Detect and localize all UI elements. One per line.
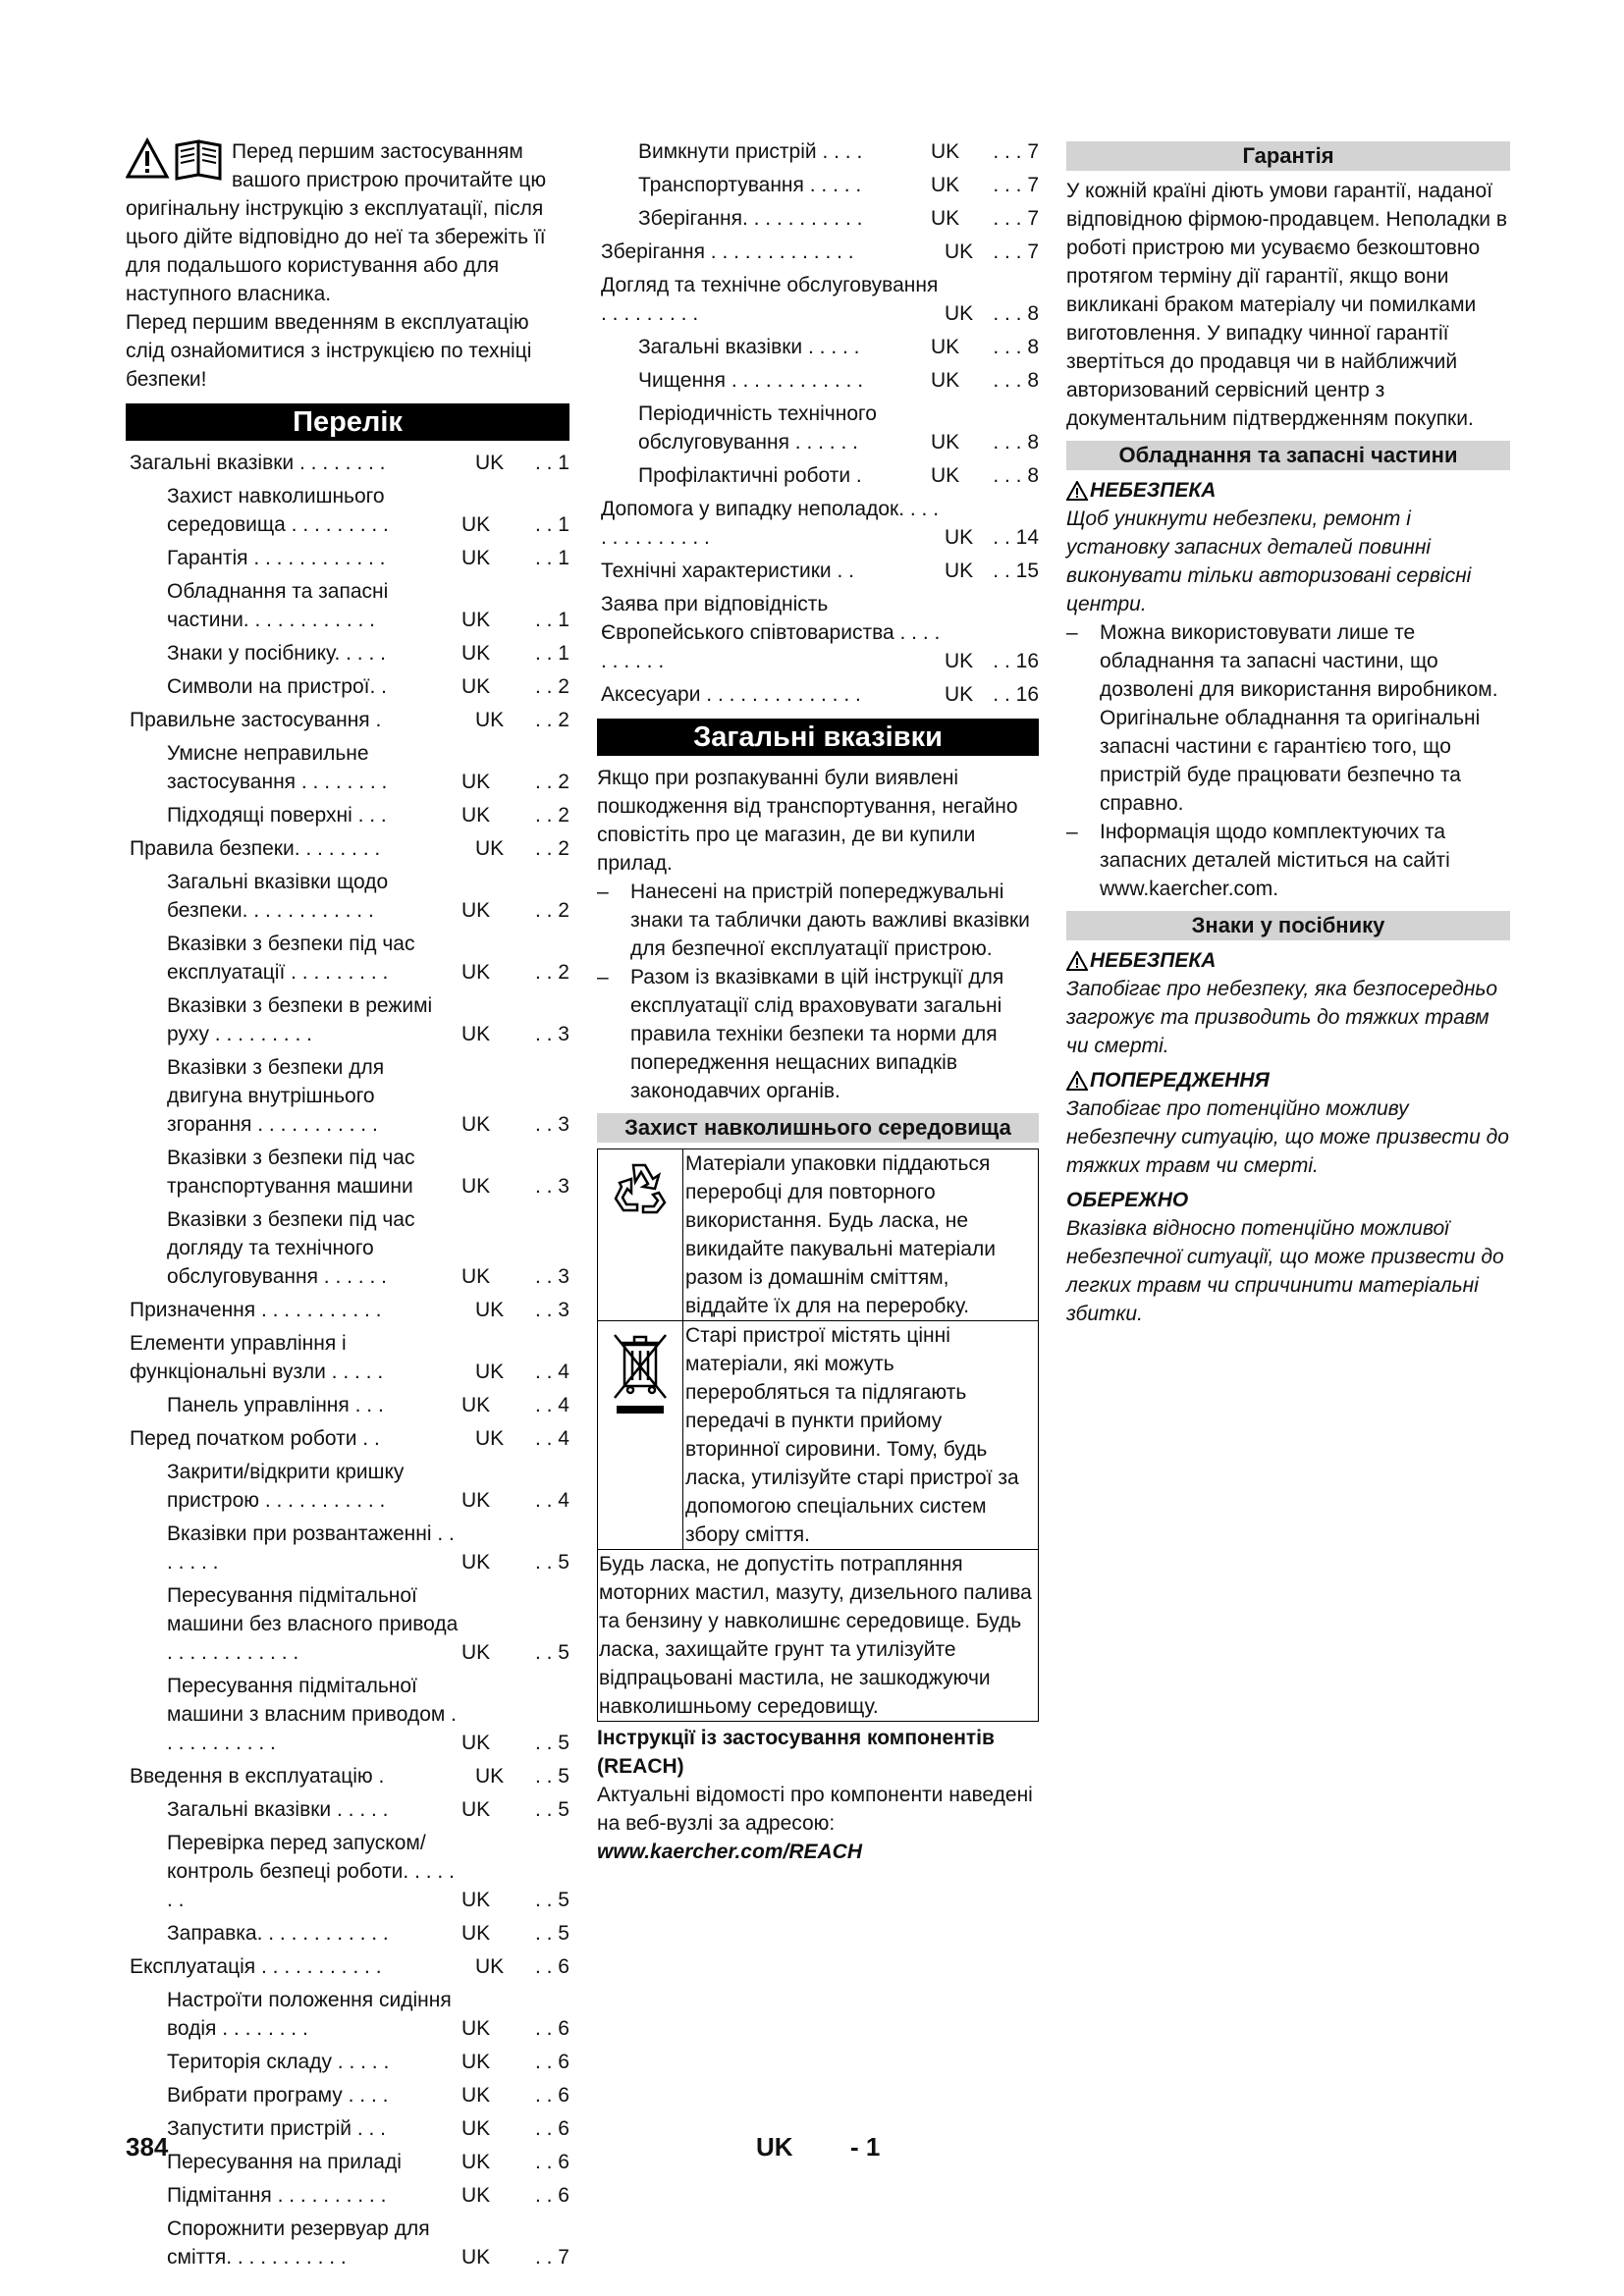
toc-entry-lang: UK [945, 650, 974, 672]
signs-heading: Знаки у посібнику [1066, 911, 1510, 940]
toc-entry[interactable] [597, 137, 1039, 166]
environment-heading: Захист навколишнього середовища [597, 1113, 1039, 1143]
toc-entry-title: Вибрати програму . . . . [167, 2084, 389, 2107]
parts-danger-text: Щоб уникнути небезпеки, ремонт і установку запасних деталей повинні виконувати тільки авторизовані сервісні центри. [1066, 507, 1472, 615]
toc-entry-title: Загальні вказівки . . . . . . . . [130, 452, 386, 474]
toc-entry[interactable] [126, 1205, 569, 1291]
toc-entry[interactable] [597, 204, 1039, 233]
toc-entry[interactable] [126, 2148, 569, 2176]
toc-entry-page: . . 1 [534, 547, 569, 569]
recycle-icon [598, 1149, 683, 1321]
toc-entry-title: Вказівки з безпеки під час транспортування машини [167, 1147, 415, 1198]
reach-url[interactable]: www.kaercher.com/REACH [597, 1841, 862, 1863]
toc-entry-lang: UK [461, 1641, 491, 1664]
toc-entry-lang: UK [945, 302, 974, 325]
toc-entry-page: . . 6 [534, 2084, 569, 2107]
toc-entry-lang: UK [461, 771, 491, 793]
toc-entry-title: Періодичність технічного обслуговування . . . . . . [638, 402, 877, 454]
toc-entry-title: Панель управління . . . [167, 1394, 384, 1416]
toc-entry[interactable] [126, 1391, 569, 1419]
signs-caution-label: ОБЕРЕЖНО [1066, 1189, 1189, 1211]
toc-entry-page: . . . 7 [993, 207, 1039, 230]
toc-entry[interactable] [126, 1053, 569, 1139]
toc-entry-lang: UK [461, 899, 491, 922]
toc-entry-page: . . 6 [534, 1955, 569, 1978]
toc-entry-page: . . 3 [534, 1023, 569, 1045]
toc-entry[interactable] [126, 1672, 569, 1757]
toc-entry[interactable] [126, 1144, 569, 1201]
toc-entry-page: . . 1 [534, 452, 569, 474]
toc-entry[interactable] [126, 1795, 569, 1824]
toc-entry-page: . . 4 [534, 1361, 569, 1383]
toc-entry[interactable] [126, 834, 569, 863]
toc-entry-lang: UK [931, 207, 960, 230]
toc-entry-title: Призначення . . . . . . . . . . . [130, 1299, 382, 1321]
toc-entry-lang: UK [461, 2151, 491, 2173]
toc-entry-title: Гарантія . . . . . . . . . . . . [167, 547, 386, 569]
warning-manual-icon [126, 137, 228, 183]
toc-entry-lang: UK [475, 1765, 505, 1788]
toc-entry-page: . . 2 [534, 675, 569, 698]
toc-entry-lang: UK [461, 1798, 491, 1821]
toc-entry-lang: UK [461, 1113, 491, 1136]
toc-entry-title: Профілактичні роботи . [638, 464, 862, 487]
toc-entry-lang: UK [461, 2246, 491, 2269]
intro-text-1: Перед першим застосуванням вашого пристрою прочитайте цю оригінальну інструкцію з експлуатації, після цього дійте відповідно до неї та збережіть її для подальшого користування або для наступного власника. [126, 140, 547, 305]
toc-entry-page: . . 3 [534, 1299, 569, 1321]
toc-entry-title: Загальні вказівки щодо безпеки. . . . . . . . . . . . [167, 871, 389, 922]
toc-entry-page: . . 7 [534, 2246, 569, 2269]
toc-entry-lang: UK [461, 1175, 491, 1198]
toc-entry[interactable] [126, 1458, 569, 1515]
toc-entry-title: Догляд та технічне обслуговування . . . . . . . . . [601, 274, 939, 325]
toc-entry-page: . . 6 [534, 2184, 569, 2207]
toc-entry-page: . . 5 [534, 1798, 569, 1821]
warranty-heading: Гарантія [1066, 141, 1510, 171]
parts-item: – Можна використовувати лише те обладнання та запасні частини, що дозволені для використання виробником. Оригінальне обладнання та оригінальні запасні частини є гарантією того, що пристрій буде працювати безпечно та справно. [1066, 618, 1510, 818]
toc-entry-title: Експлуатація . . . . . . . . . . . [130, 1955, 382, 1978]
toc-entry-title: Зберігання . . . . . . . . . . . . . [601, 240, 854, 263]
general-heading: Загальні вказівки [597, 719, 1039, 756]
toc-entry-lang: UK [475, 709, 505, 731]
toc-entry-lang: UK [931, 140, 960, 163]
toc-entry-page: . . 5 [534, 1765, 569, 1788]
recycle-text: Матеріали упаковки піддаються переробці для повторного використання. Будь ласка, не викидайте пакувальні матеріали разом із домашнім сміттям, віддайте їх для на переробку. [683, 1149, 1039, 1321]
weee-bin-icon [598, 1321, 683, 1550]
toc-entry-title: Підмітання . . . . . . . . . . [167, 2184, 387, 2207]
warranty-text: У кожній країні діють умови гарантії, наданої відповідною фірмою-продавцем. Неполадки в роботі пристрою ми усуваємо безкоштовно протягом терміну дії гарантії, якщо вони викликані браком матеріалу чи помилками виготовлення. У випадку чинної гарантії звертіться до продавця чи в найближчий авторизований сервісний центр з документальним підтвердженням покупки. [1066, 180, 1508, 430]
toc-entry-title: Закрити/відкрити кришку пристрою . . . . . . . . . . . [167, 1461, 405, 1512]
danger-triangle-icon [1066, 481, 1088, 501]
toc-entry[interactable] [126, 1520, 569, 1576]
toc-entry-page: . . 6 [534, 2117, 569, 2140]
toc-entry[interactable] [126, 1581, 569, 1667]
toc-entry-title: Вимкнути пристрій . . . . [638, 140, 863, 163]
warning-triangle-icon [1066, 1071, 1088, 1091]
toc-entry-lang: UK [461, 1265, 491, 1288]
toc-entry-page: . . . 7 [993, 174, 1039, 196]
toc-entry-lang: UK [461, 547, 491, 569]
toc-entry-page: . . . 7 [993, 240, 1039, 263]
toc-entry-title: Запустити пристрій . . . [167, 2117, 387, 2140]
parts-list [1066, 618, 1510, 903]
toc-entry[interactable] [126, 991, 569, 1048]
toc-entry[interactable] [126, 577, 569, 634]
toc-entry-page: . . 4 [534, 1394, 569, 1416]
toc-entry-lang: UK [461, 1551, 491, 1574]
toc-entry-lang: UK [461, 513, 491, 536]
toc-entry-lang: UK [945, 683, 974, 706]
toc-entry-title: Пересування підмітальної машини без власного привода . . . . . . . . . . . . [167, 1584, 459, 1664]
toc-entry-page: . . 5 [534, 1922, 569, 1945]
toc-entry[interactable] [126, 672, 569, 701]
toc-heading: Перелік [126, 403, 569, 441]
toc-entry-title: Заява при відповідність Європейського співтовариства . . . . . . . . . . [601, 593, 941, 672]
toc-entry[interactable] [126, 1952, 569, 1981]
toc-entry-title: Вказівки з безпеки під час догляду та технічного обслуговування . . . . . . [167, 1208, 415, 1288]
toc-entry-lang: UK [945, 560, 974, 582]
toc-entry[interactable] [126, 2215, 569, 2271]
signs-warning-text: Запобігає про потенційно можливу небезпечну ситуацію, що може призвести до тяжких травм чи смерті. [1066, 1097, 1509, 1177]
toc-entry[interactable] [597, 366, 1039, 395]
toc-entry-lang: UK [461, 2084, 491, 2107]
general-intro: Якщо при розпакуванні були виявлені пошкодження від транспортування, негайно сповістіть про це магазин, де ви купили прилад. [597, 767, 1018, 875]
danger-triangle-icon [1066, 951, 1088, 971]
toc-entry-page: . . . 8 [993, 369, 1039, 392]
toc-entry-lang: UK [475, 1427, 505, 1450]
toc-entry-page: . . 1 [534, 609, 569, 631]
toc-entry-title: Пересування на приладі [167, 2151, 402, 2173]
column-right [1066, 137, 1510, 1328]
toc-entry-title: Захист навколишнього середовища . . . . . . . . . [167, 485, 389, 536]
toc-entry-title: Аксесуари . . . . . . . . . . . . . . [601, 683, 861, 706]
toc-entry-page: . . 16 [993, 650, 1039, 672]
toc-entry[interactable] [126, 801, 569, 829]
toc-entry-page: . . 14 [993, 526, 1039, 549]
toc-entry-page: . . 2 [534, 961, 569, 984]
toc-entry-title: Загальні вказівки . . . . . [167, 1798, 389, 1821]
toc-entry-title: Допомога у випадку неполадок. . . . . . . . . . . . . . [601, 498, 940, 549]
toc-entry-title: Правила безпеки. . . . . . . . [130, 837, 381, 860]
toc-entry-page: . . 3 [534, 1265, 569, 1288]
toc-entry[interactable] [126, 449, 569, 477]
toc-entry-lang: UK [931, 174, 960, 196]
toc-entry[interactable] [126, 1762, 569, 1790]
toc-entry-page: . . . 8 [993, 302, 1039, 325]
toc-entry-title: Знаки у посібнику. . . . . [167, 642, 386, 665]
toc-entry-page: . . 15 [993, 560, 1039, 582]
toc-entry[interactable] [126, 1329, 569, 1386]
oil-text: Будь ласка, не допустіть потрапляння моторних мастил, мазуту, дизельного палива та бензину у навколишнє середовище. Будь ласка, захищайте грунт та утилізуйте відпрацьовані мастила, не зашкоджуючи навколишньому середовищу. [598, 1550, 1039, 1722]
toc-entry-page: . . 5 [534, 1732, 569, 1754]
toc-entry-page: . . . 8 [993, 464, 1039, 487]
toc-entry-page: . . 3 [534, 1175, 569, 1198]
toc-entry[interactable] [126, 706, 569, 734]
toc-entry-page: . . 6 [534, 2017, 569, 2040]
reach-text: Актуальні відомості про компоненти наведені на веб-вузлі за адресою: [597, 1784, 1033, 1835]
column-middle [597, 137, 1039, 1866]
parts-item: – Інформація щодо комплектуючих та запасних деталей міститься на сайті www.kaercher.com. [1066, 818, 1510, 903]
toc-entry[interactable] [126, 930, 569, 987]
toc-entry-title: Заправка. . . . . . . . . . . . [167, 1922, 389, 1945]
toc-entry-title: Пересування підмітальної машини з власним приводом . . . . . . . . . . . [167, 1675, 457, 1754]
toc-entry[interactable] [597, 495, 1039, 552]
toc-entry-page: . . 6 [534, 2051, 569, 2073]
toc-entry-lang: UK [461, 961, 491, 984]
toc-entry-page: . . 2 [534, 771, 569, 793]
toc-entry-lang: UK [931, 336, 960, 358]
toc-entry-lang: UK [461, 1394, 491, 1416]
toc-entry[interactable] [597, 171, 1039, 199]
toc-entry-lang: UK [461, 2051, 491, 2073]
toc-entry-title: Вказівки з безпеки під час експлуатації . . . . . . . . . [167, 933, 415, 984]
toc-list-left [126, 449, 569, 2271]
toc-entry-title: Введення в експлуатацію . [130, 1765, 385, 1788]
toc-entry-lang: UK [931, 369, 960, 392]
toc-entry-page: . . 5 [534, 1641, 569, 1664]
toc-entry-lang: UK [475, 1955, 505, 1978]
toc-entry-page: . . 2 [534, 804, 569, 827]
toc-entry[interactable] [126, 2181, 569, 2210]
toc-entry[interactable] [126, 1986, 569, 2043]
toc-list-middle [597, 137, 1039, 709]
toc-entry-lang: UK [461, 1922, 491, 1945]
toc-entry-lang: UK [461, 675, 491, 698]
toc-entry-page: . . 5 [534, 1551, 569, 1574]
toc-entry-page: . . 1 [534, 642, 569, 665]
environment-table [597, 1148, 1039, 1722]
toc-entry-lang: UK [931, 431, 960, 454]
toc-entry-page: . . 16 [993, 683, 1039, 706]
intro-text-2: Перед першим введенням в експлуатацію слід ознайомитися з інструкцією по техніці безпеки! [126, 311, 532, 391]
toc-entry-title: Настроїти положення сидіння водія . . . . . . . . [167, 1989, 452, 2040]
general-item: – Нанесені на пристрій попереджувальні знаки та таблички дають важливі вказівки для безпечної експлуатації пристрою. [597, 878, 1039, 963]
toc-entry-title: Зберігання. . . . . . . . . . . [638, 207, 863, 230]
toc-entry[interactable] [597, 461, 1039, 490]
toc-entry-lang: UK [475, 837, 505, 860]
toc-entry[interactable] [597, 590, 1039, 675]
toc-entry[interactable] [597, 238, 1039, 266]
toc-entry-page: . . 5 [534, 1889, 569, 1911]
weee-text: Старі пристрої містять цінні матеріали, які можуть переробляться та підлягають передачі в пункти прийому вторинної сировини. Тому, будь ласка, утилізуйте старі пристрої за допомогою спеціальних систем збору сміття. [683, 1321, 1039, 1550]
toc-entry-title: Територія складу . . . . . [167, 2051, 390, 2073]
signs-warning-label: ПОПЕРЕДЖЕННЯ [1066, 1066, 1510, 1095]
toc-entry[interactable] [126, 739, 569, 796]
toc-entry-lang: UK [945, 526, 974, 549]
toc-entry-page: . . 2 [534, 709, 569, 731]
toc-entry-title: Символи на пристрої. . [167, 675, 387, 698]
toc-entry-lang: UK [475, 452, 505, 474]
toc-entry[interactable] [597, 557, 1039, 585]
toc-entry-lang: UK [461, 609, 491, 631]
intro-block [126, 137, 569, 394]
general-item: – Разом із вказівками в цій інструкції для експлуатації слід враховувати загальні правила техніки безпеки та норми для попередження нещасних випадків законодавчих органів. [597, 963, 1039, 1105]
toc-entry-lang: UK [475, 1361, 505, 1383]
toc-entry[interactable] [126, 1296, 569, 1324]
signs-danger-text: Запобігає про небезпеку, яка безпосередньо загрожує та призводить до тяжких травм чи смерті. [1066, 978, 1498, 1057]
toc-entry[interactable] [126, 482, 569, 539]
parts-heading: Обладнання та запасні частини [1066, 441, 1510, 470]
toc-entry-title: Підходящі поверхні . . . [167, 804, 387, 827]
toc-entry-lang: UK [461, 1489, 491, 1512]
toc-entry-title: Вказівки при розвантаженні . . . . . . . [167, 1522, 455, 1574]
toc-entry-lang: UK [931, 464, 960, 487]
toc-entry-page: . . . 8 [993, 431, 1039, 454]
toc-entry-page: . . 3 [534, 1113, 569, 1136]
toc-entry[interactable] [126, 1829, 569, 1914]
footer-local-page: - 1 [850, 2132, 881, 2162]
signs-caution-text: Вказівка відносно потенційно можливої небезпечної ситуації, що може призвести до легких травм чи спричинити матеріальні збитки. [1066, 1217, 1504, 1325]
toc-entry[interactable] [126, 1424, 569, 1453]
toc-entry[interactable] [597, 400, 1039, 456]
toc-entry-lang: UK [461, 2017, 491, 2040]
toc-entry-title: Вказівки з безпеки в режимі руху . . . . . . . . . [167, 994, 433, 1045]
toc-entry-title: Загальні вказівки . . . . . [638, 336, 860, 358]
toc-entry[interactable] [597, 271, 1039, 328]
toc-entry-lang: UK [461, 804, 491, 827]
toc-entry-lang: UK [461, 642, 491, 665]
column-left [126, 137, 569, 2276]
toc-entry[interactable] [126, 1919, 569, 1948]
toc-entry-lang: UK [461, 1023, 491, 1045]
parts-danger-label: НЕБЕЗПЕКА [1066, 476, 1510, 505]
reach-heading: Інструкції із застосування компонентів (REACH) [597, 1727, 995, 1778]
general-list [597, 878, 1039, 1105]
toc-entry-title: Перед початком роботи . . [130, 1427, 380, 1450]
toc-entry-lang: UK [461, 1889, 491, 1911]
toc-entry[interactable] [126, 2048, 569, 2076]
toc-entry[interactable] [597, 333, 1039, 361]
toc-entry-title: Транспортування . . . . . [638, 174, 862, 196]
toc-entry-page: . . . 8 [993, 336, 1039, 358]
footer-lang: UK [756, 2132, 793, 2162]
toc-entry-title: Умисне неправильне застосування . . . . . . . . [167, 742, 388, 793]
toc-entry-lang: UK [461, 1732, 491, 1754]
toc-entry-lang: UK [475, 1299, 505, 1321]
toc-entry-title: Елементи управління і функціональні вузли . . . . . [130, 1332, 384, 1383]
toc-entry-page: . . 2 [534, 899, 569, 922]
toc-entry[interactable] [126, 544, 569, 572]
toc-entry-page: . . 1 [534, 513, 569, 536]
toc-entry-title: Вказівки з безпеки для двигуна внутрішнього згорання . . . . . . . . . . . [167, 1056, 385, 1136]
toc-entry-lang: UK [461, 2184, 491, 2207]
toc-entry-page: . . 4 [534, 1489, 569, 1512]
toc-entry[interactable] [126, 868, 569, 925]
toc-entry-page: . . 2 [534, 837, 569, 860]
toc-entry[interactable] [126, 2114, 569, 2143]
signs-danger-label: НЕБЕЗПЕКА [1066, 946, 1510, 975]
toc-entry-title: Правильне застосування . [130, 709, 382, 731]
page-number: 384 [126, 2132, 169, 2162]
toc-entry-title: Спорожнити резервуар для сміття. . . . . . . . . . . [167, 2217, 430, 2269]
toc-entry-lang: UK [945, 240, 974, 263]
toc-entry[interactable] [597, 680, 1039, 709]
toc-entry[interactable] [126, 639, 569, 667]
toc-entry-lang: UK [461, 2117, 491, 2140]
toc-entry-title: Обладнання та запасні частини. . . . . . . . . . . . [167, 580, 389, 631]
toc-entry-page: . . . 7 [993, 140, 1039, 163]
toc-entry[interactable] [126, 2081, 569, 2109]
toc-entry-page: . . 6 [534, 2151, 569, 2173]
toc-entry-title: Технічні характеристики . . [601, 560, 854, 582]
toc-entry-title: Перевірка перед запуском/контроль безпеці роботи. . . . . . . [167, 1832, 455, 1911]
toc-entry-page: . . 4 [534, 1427, 569, 1450]
toc-entry-title: Чищення . . . . . . . . . . . . [638, 369, 864, 392]
